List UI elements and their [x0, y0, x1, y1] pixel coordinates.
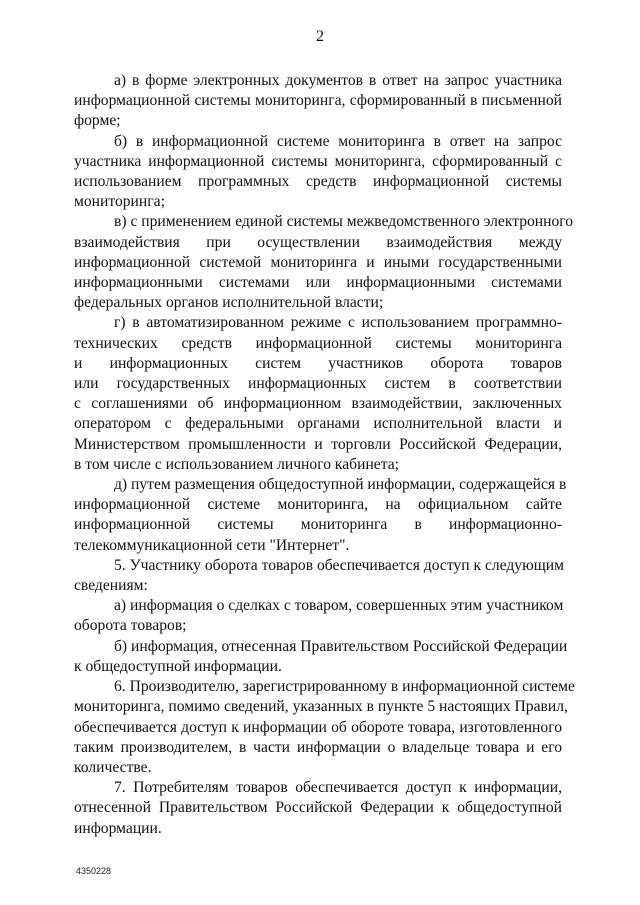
paragraph-line: б) информация, отнесенная Правительством Российской Федерации: [114, 637, 568, 655]
paragraph-line: информационной системой мониторинга и иными государственными: [74, 253, 562, 271]
paragraph-line: Министерством промышленности и торговли Российской Федерации,: [74, 435, 562, 453]
page-number: 2: [316, 28, 324, 45]
paragraph-line: федеральных органов исполнительной власти;: [74, 294, 384, 312]
paragraph-line: оператором с федеральными органами исполнительной власти и: [74, 415, 562, 433]
paragraph-line: оборота товаров;: [74, 617, 187, 635]
paragraph-line: информационными системами или информационными системами: [74, 274, 562, 292]
document-body: [74, 71, 575, 839]
paragraph: [74, 556, 562, 596]
paragraph: [74, 313, 562, 475]
paragraph-line: в) с применением единой системы межведомственного электронного: [114, 213, 574, 231]
paragraph-line: технических средств информационной системы мониторинга: [74, 334, 562, 352]
paragraph-line: к общедоступной информации.: [74, 657, 282, 675]
paragraph-line: сведениям:: [74, 577, 148, 595]
paragraph: [74, 475, 567, 556]
paragraph-line: и информационных систем участников оборота товаров: [74, 354, 562, 372]
paragraph: [74, 596, 562, 636]
paragraph: [74, 677, 575, 778]
paragraph-line: б) в информационной системе мониторинга в ответ на запрос: [114, 132, 562, 150]
paragraph-line: 5. Участнику оборота товаров обеспечивается доступ к следующим: [114, 556, 564, 574]
paragraph-line: мониторинга;: [74, 193, 165, 211]
paragraph: [74, 132, 562, 213]
paragraph-line: использованием программных средств информационной системы: [74, 173, 562, 191]
paragraph: [74, 212, 574, 313]
paragraph-line: с соглашениями об информационном взаимодействии, заключенных: [74, 395, 562, 413]
document-code: 4350228: [76, 866, 112, 876]
paragraph: [74, 637, 568, 677]
paragraph-line: в том числе с использованием личного кабинета;: [74, 455, 399, 473]
paragraph-line: участника информационной системы мониторинга, сформированный с: [74, 152, 562, 170]
paragraph-line: информационной системы мониторинга в информационно-: [74, 516, 562, 534]
paragraph-line: телекоммуникационной сети "Интернет".: [74, 536, 350, 554]
paragraph-line: 6. Производителю, зарегистрированному в информационной системе: [114, 678, 575, 696]
paragraph-line: информационной системе мониторинга, на официальном сайте: [74, 496, 562, 514]
paragraph-line: отнесенной Правительством Российской Федерации к общедоступной: [74, 799, 562, 817]
paragraph-line: а) в форме электронных документов в ответ на запрос участника: [114, 72, 562, 89]
paragraph: [74, 71, 562, 132]
paragraph-line: форме;: [74, 112, 121, 130]
paragraph-line: информации.: [74, 819, 162, 837]
paragraph-line: таким производителем, в части информации о владельце товара и его: [74, 738, 562, 756]
paragraph-line: 7. Потребителям товаров обеспечивается доступ к информации,: [114, 779, 562, 797]
paragraph-line: взаимодействия при осуществлении взаимодействия между: [74, 233, 562, 251]
paragraph-line: или государственных информационных систем в соответствии: [74, 375, 562, 393]
paragraph-line: г) в автоматизированном режиме с использованием программно-: [114, 314, 562, 332]
paragraph: [74, 778, 562, 839]
paragraph-line: информационной системы мониторинга, сформированный в письменной: [74, 92, 562, 110]
paragraph-line: д) путем размещения общедоступной информации, содержащейся в: [114, 476, 567, 494]
paragraph-line: а) информация о сделках с товаром, совершенных этим участником: [114, 597, 564, 615]
paragraph-line: мониторинга, помимо сведений, указанных в пункте 5 настоящих Правил,: [74, 698, 568, 716]
paragraph-line: количестве.: [74, 758, 152, 776]
paragraph-line: обеспечивается доступ к информации об обороте товара, изготовленного: [74, 718, 562, 736]
